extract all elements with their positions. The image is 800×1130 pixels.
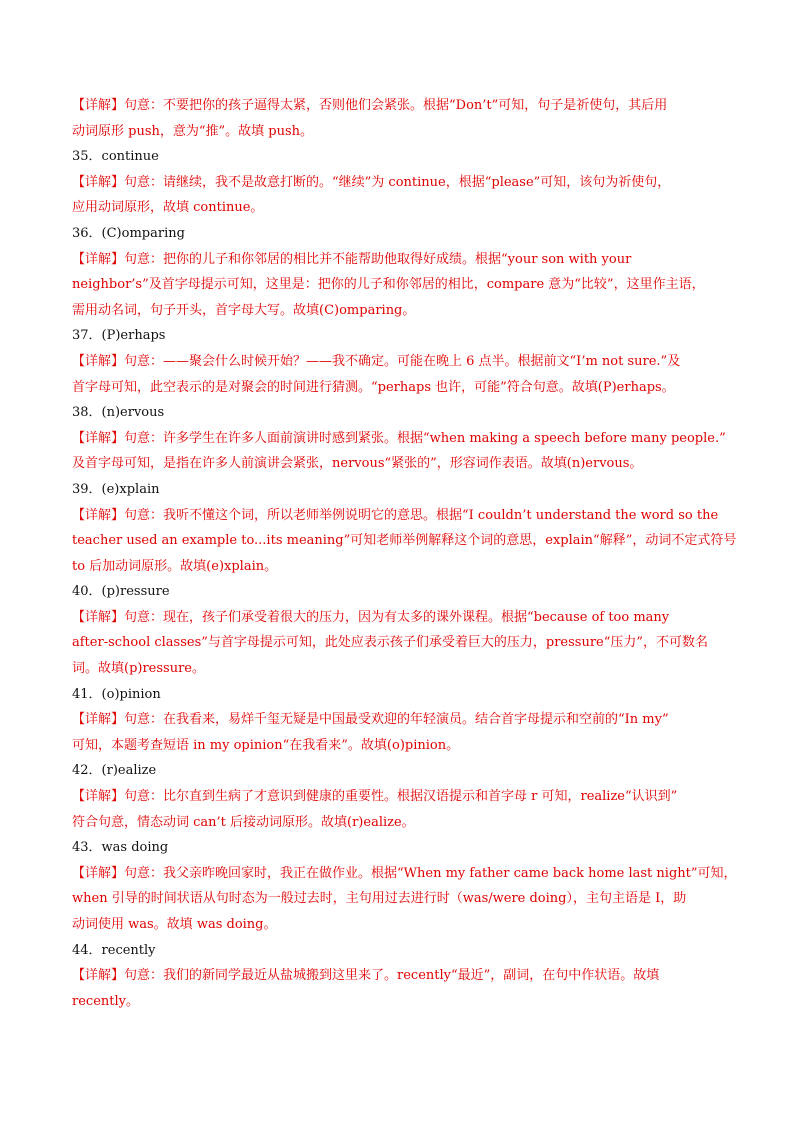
answer-number-line: 36．(C)omparing — [72, 225, 185, 241]
answer-number-line: 37．(P)erhaps — [72, 328, 166, 344]
answer-number-line: 40．(p)ressure — [72, 584, 170, 600]
explanation-line: 词。故填(p)ressure。 — [72, 661, 205, 677]
answer-number-line: 43．was doing — [72, 840, 169, 856]
explanation-line: 【详解】句意：不要把你的孩子逼得太紧，否则他们会紧张。根据“Don’t”可知，句子是祈使句，其后用 — [72, 98, 668, 113]
answer-number-line: 38．(n)ervous — [72, 405, 165, 421]
explanation-line: 【详解】句意：我听不懂这个词，所以老师举例说明它的意思。根据“I couldn’t understand the word so the — [72, 507, 719, 523]
answer-number-line: 44．recently — [72, 942, 156, 958]
explanation-line: 【详解】句意：我父亲昨晚回家时，我正在做作业。根据“When my father came back home last night”可知， — [72, 865, 737, 881]
explanation-paragraph — [72, 707, 732, 758]
explanation-paragraph — [72, 247, 732, 324]
explanation-line: 需用动名词，句子开头，首字母大写。故填(C)omparing。 — [72, 302, 416, 318]
explanation-line: neighbor’s”及首字母提示可知，这里是：把你的儿子和你邻居的相比，compare 意为“比较”，这里作主语， — [72, 277, 705, 293]
explanation-line: 【详解】句意：在我看来，易烊千玺无疑是中国最受欢迎的年轻演员。结合首字母提示和空前的“In my” — [72, 712, 669, 728]
explanation-line: 动词使用 was。故填 was doing。 — [72, 917, 277, 932]
explanation-line: 首字母可知，此空表示的是对聚会的时间进行猜测。“perhaps 也许，可能”符合句意。故填(P)erhaps。 — [72, 379, 675, 395]
explanation-line: to 后加动词原形。故填(e)xplain。 — [72, 558, 278, 574]
explanation-line: 符合句意，情态动词 can’t 后接动词原形。故填(r)ealize。 — [72, 814, 415, 830]
explanation-line: teacher used an example to...its meaning”可知老师举例解释这个词的意思，explain“解释”，动词不定式符号 — [72, 533, 737, 549]
explanation-line: 【详解】句意：——聚会什么时候开始？——我不确定。可能在晚上 6 点半。根据前文“I’m not sure.”及 — [72, 353, 681, 369]
explanation-paragraph — [72, 784, 732, 835]
explanation-line: 【详解】句意：我们的新同学最近从盐城搬到这里来了。recently“最近”，副词，在句中作状语。故填 — [72, 968, 660, 984]
explanation-paragraph — [72, 503, 737, 580]
answer-document — [72, 93, 737, 1014]
explanation-paragraph — [72, 170, 732, 221]
explanation-line: 【详解】句意：请继续，我不是故意打断的。“继续”为 continue，根据“please”可知，该句为祈使句， — [72, 174, 671, 190]
explanation-line: 及首字母可知，是指在许多人前演讲会紧张，nervous“紧张的”，形容词作表语。故填(n)ervous。 — [72, 456, 643, 472]
explanation-paragraph — [72, 93, 732, 144]
explanation-line: after-school classes”与首字母提示可知，此处应表示孩子们承受着巨大的压力，pressure“压力”，不可数名 — [72, 635, 709, 651]
explanation-paragraph — [72, 426, 732, 477]
explanation-paragraph — [72, 963, 732, 1014]
explanation-line: 【详解】句意：把你的儿子和你邻居的相比并不能帮助他取得好成绩。根据“your son with your — [72, 251, 632, 267]
explanation-paragraph — [72, 605, 732, 682]
answer-number-line: 42．(r)ealize — [72, 763, 157, 779]
explanation-paragraph — [72, 349, 732, 400]
answer-number-line: 39．(e)xplain — [72, 481, 160, 497]
explanation-line: 【详解】句意：比尔直到生病了才意识到健康的重要性。根据汉语提示和首字母 r 可知，realize“认识到” — [72, 789, 678, 805]
answer-number-line: 41．(o)pinion — [72, 686, 161, 702]
explanation-line: 【详解】句意：现在，孩子们承受着很大的压力，因为有太多的课外课程。根据“because of too many — [72, 609, 670, 625]
explanation-line: when 引导的时间状语从句时态为一般过去时，主句用过去进行时（was/were doing），主句主语是 I，助 — [72, 891, 687, 907]
answer-number-line: 35．continue — [72, 149, 159, 165]
explanation-line: 【详解】句意：许多学生在许多人面前演讲时感到紧张。根据“when making a speech before many people.” — [72, 430, 726, 446]
explanation-paragraph — [72, 861, 737, 938]
explanation-line: 动词原形 push，意为“推”。故填 push。 — [72, 123, 314, 139]
explanation-line: 应用动词原形，故填 continue。 — [72, 200, 264, 216]
explanation-line: recently。 — [72, 993, 139, 1009]
explanation-line: 可知，本题考查短语 in my opinion“在我看来”。故填(o)pinion。 — [72, 737, 460, 753]
